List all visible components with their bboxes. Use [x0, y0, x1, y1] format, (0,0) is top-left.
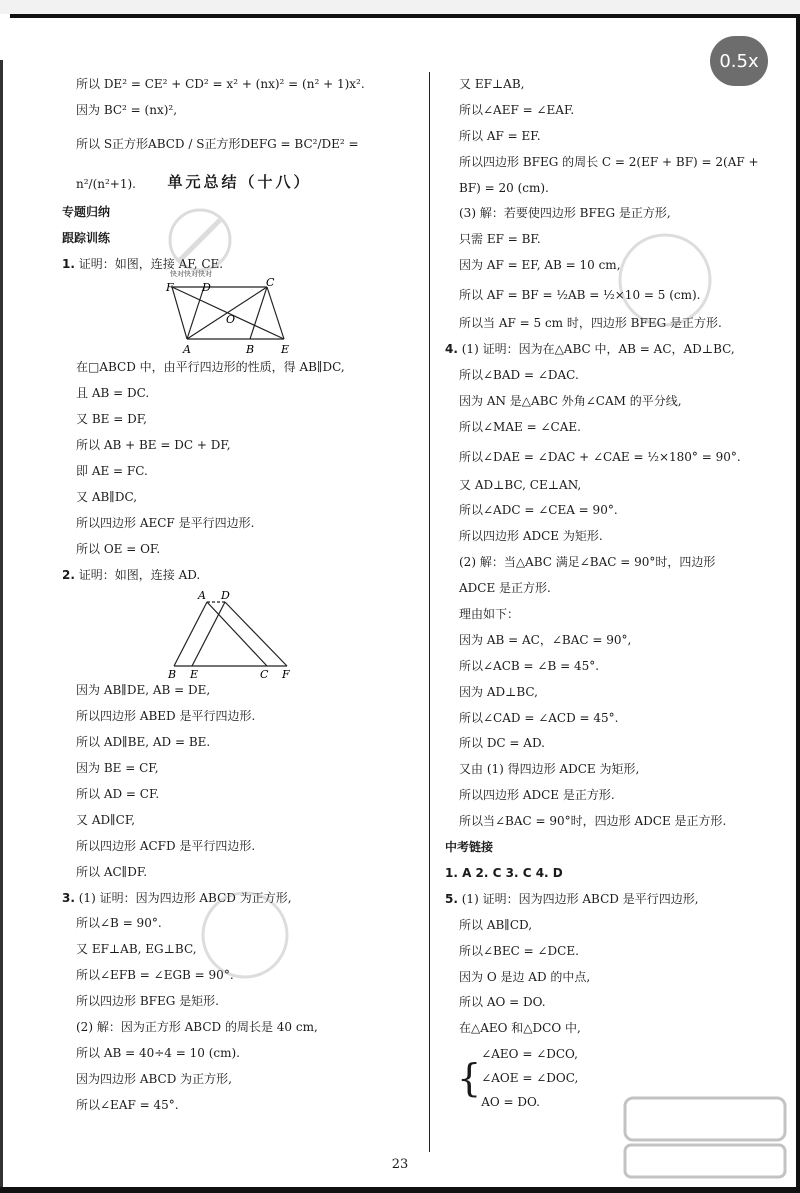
label-d: D	[202, 281, 211, 295]
problem-4-heading	[445, 337, 775, 363]
label-f: F	[166, 281, 174, 295]
label-o: O	[226, 313, 236, 327]
heading-practice: 跟踪训练	[62, 230, 111, 245]
text-line: 又 BE = DF,	[76, 412, 147, 427]
text-line: 理由如下：	[459, 607, 520, 622]
text-line: 所以 DE² = CE² + CD² = x² + (nx)² = (n² + 1)x².	[76, 77, 365, 91]
segment-ab	[174, 602, 207, 666]
problem-text: (1) 证明：因为四边形 ABCD 是平行四边形,	[461, 891, 699, 906]
text-line: 所以四边形 ADCE 是正方形.	[459, 788, 615, 803]
problem-text: 证明：如图，连接 AD.	[78, 567, 201, 582]
text-line: 因为 BC² = (nx)²,	[76, 102, 178, 117]
text-line: 所以 AB + BE = DC + DF,	[76, 438, 231, 453]
text-line: (2) 解：因为正方形 ABCD 的周长是 40 cm,	[76, 1020, 318, 1035]
text-line: 因为 O 是边 AD 的中点,	[459, 969, 591, 984]
text-line: 所以 AC∥DF.	[76, 864, 148, 879]
problem-number: 1.	[62, 256, 75, 271]
text-line: 所以四边形 ADCE 为矩形.	[459, 529, 603, 544]
problem-number: 4.	[445, 342, 458, 357]
text-line: 所以 AD∥BE, AD = BE.	[76, 735, 211, 750]
problem-number: 2.	[62, 567, 75, 582]
problem-text: 证明：如图，连接 AF, CE.	[78, 256, 224, 271]
label-overlay: 快对快对快对	[170, 270, 212, 279]
label-d: D	[221, 589, 230, 603]
label-c: C	[260, 668, 269, 682]
figure-triangles	[62, 588, 417, 682]
text-line: 因为 AN 是△ABC 外角∠CAM 的平分线,	[459, 393, 682, 408]
fraction-line: 所以∠DAE = ∠DAC + ∠CAE = ½×180° = 90°.	[459, 449, 741, 464]
text-line: (2) 解：当△ABC 满足∠BAC = 90°时，四边形	[459, 555, 716, 570]
text-line: 所以四边形 ABED 是平行四边形.	[76, 709, 256, 724]
answers-line: 1. A 2. C 3. C 4. D	[445, 865, 563, 880]
text-line: 所以四边形 ACFD 是平行四边形.	[76, 838, 256, 853]
label-b: B	[246, 343, 255, 357]
text-line: 因为 AF = EF, AB = 10 cm,	[459, 258, 621, 273]
system-lines	[481, 1042, 578, 1114]
label-c: C	[266, 276, 275, 290]
text-line: 又 EF⊥AB, EG⊥BC,	[76, 942, 197, 957]
segment-ec	[267, 287, 284, 339]
text-line: 所以 AD = CF.	[76, 787, 160, 802]
problem-2-heading	[62, 563, 417, 589]
text-line: 所以 OE = OF.	[76, 541, 161, 556]
watermark-stamp-icon	[160, 200, 240, 280]
text-line: 所以∠EAF = 45°.	[76, 1097, 179, 1112]
page-right-border	[796, 14, 800, 1193]
text-line: 又 EF⊥AB,	[459, 77, 525, 91]
text-line: BF) = 20 (cm).	[459, 180, 549, 195]
text-line: 所以当∠BAC = 90°时，四边形 ADCE 是正方形.	[459, 814, 727, 829]
figure-parallelogram	[62, 270, 417, 357]
problem-text: (1) 证明：因为在△ABC 中，AB = AC，AD⊥BC,	[461, 342, 735, 357]
segment-df	[225, 602, 287, 666]
text-line: 所以四边形 BFEG 的周长 C = 2(EF + BF) = 2(AF +	[459, 154, 759, 169]
heading-topic-summary: 专题归纳	[62, 204, 111, 219]
text-line: 因为 AB∥DE, AB = DE,	[76, 683, 211, 698]
system-line: AO = DO.	[481, 1095, 540, 1110]
label-f: F	[282, 668, 290, 682]
zoom-level-badge[interactable]: 0.5x	[710, 36, 768, 86]
section-title: 单元总结（十八）	[167, 172, 312, 191]
text-line: 且 AB = DC.	[76, 386, 150, 401]
top-strip	[0, 0, 800, 14]
text-line: 只需 EF = BF.	[459, 232, 541, 247]
text-line: 所以∠CAD = ∠ACD = 45°.	[459, 710, 619, 725]
text-line: 所以∠BEC = ∠DCE.	[459, 943, 579, 958]
text-line: 又 AD⊥BC, CE⊥AN,	[459, 477, 582, 492]
problem-number: 3.	[62, 890, 75, 905]
text-line: 所以 AO = DO.	[459, 995, 546, 1010]
text-line: 所以 AB∥CD,	[459, 917, 533, 932]
text-line: 又 AD∥CF,	[76, 812, 136, 827]
page-top-border	[10, 14, 800, 18]
watermark-stamp-icon	[610, 225, 720, 335]
text-line: 因为四边形 ABCD 为正方形,	[76, 1071, 232, 1086]
text-line: 又 AB∥DC,	[76, 489, 138, 504]
heading-exam-link: 中考链接	[445, 840, 494, 855]
text-line: 所以四边形 AECF 是平行四边形.	[76, 515, 255, 530]
page-left-border	[0, 60, 3, 1193]
text-line: 所以∠ADC = ∠CEA = 90°.	[459, 503, 618, 518]
problem-5-heading	[445, 887, 775, 913]
text-line: 所以 AF = EF.	[459, 128, 541, 143]
column-divider	[429, 72, 430, 1152]
label-e: E	[281, 343, 290, 357]
text-line: 又由 (1) 得四边形 ADCE 为矩形,	[459, 762, 640, 777]
text-line: ADCE 是正方形.	[459, 581, 551, 596]
page-bottom-border	[0, 1187, 800, 1193]
text-line: 所以∠ACB = ∠B = 45°.	[459, 658, 600, 673]
label-a: A	[198, 589, 206, 603]
text-line: 所以∠AEF = ∠EAF.	[459, 102, 575, 117]
fraction-line: 所以 AF = BF = ½AB = ½×10 = 5 (cm).	[459, 288, 701, 303]
segment-bc	[250, 287, 267, 339]
text-line: 所以 DC = AD.	[459, 736, 545, 751]
segment-ac	[207, 602, 267, 666]
text-line: 在□ABCD 中，由平行四边形的性质，得 AB∥DC,	[76, 360, 345, 375]
ratio-line: 所以 S正方形ABCD / S正方形DEFG = BC²/DE² = n²/(n²+1).	[76, 136, 359, 191]
text-line: 所以四边形 BFEG 是矩形.	[76, 994, 219, 1009]
page-number: 23	[391, 1157, 409, 1172]
text-line: 所以∠B = 90°.	[76, 916, 162, 931]
segment-de	[192, 602, 225, 666]
text-line: 因为 AD⊥BC,	[459, 684, 538, 699]
text-line: 所以∠MAE = ∠CAE.	[459, 419, 581, 434]
text-line: 即 AE = FC.	[76, 464, 148, 479]
text-line: (3) 解：若要使四边形 BFEG 是正方形,	[459, 206, 671, 221]
text-line: 所以当 AF = 5 cm 时，四边形 BFEG 是正方形.	[459, 316, 722, 331]
problem-text: (1) 证明：因为四边形 ABCD 为正方形,	[78, 890, 292, 905]
text-line: 因为 AB = AC，∠BAC = 90°,	[459, 632, 632, 647]
text-line: 所以∠BAD = ∠DAC.	[459, 367, 579, 382]
left-brace-icon: {	[457, 1056, 482, 1101]
label-e: E	[190, 668, 199, 682]
text-line: 所以 AB = 40÷4 = 10 (cm).	[76, 1045, 240, 1060]
segment-af	[172, 287, 187, 339]
text-line: 因为 BE = CF,	[76, 761, 159, 776]
system-line: ∠AOE = ∠DOC,	[481, 1071, 579, 1086]
text-line: 所以∠EFB = ∠EGB = 90°.	[76, 968, 234, 983]
label-b: B	[168, 668, 177, 682]
watermark-stamp-icon	[195, 885, 295, 985]
label-a: A	[183, 343, 191, 357]
text-line: 在△AEO 和△DCO 中,	[459, 1021, 581, 1036]
problem-number: 5.	[445, 891, 458, 906]
system-line: ∠AEO = ∠DCO,	[481, 1047, 578, 1062]
